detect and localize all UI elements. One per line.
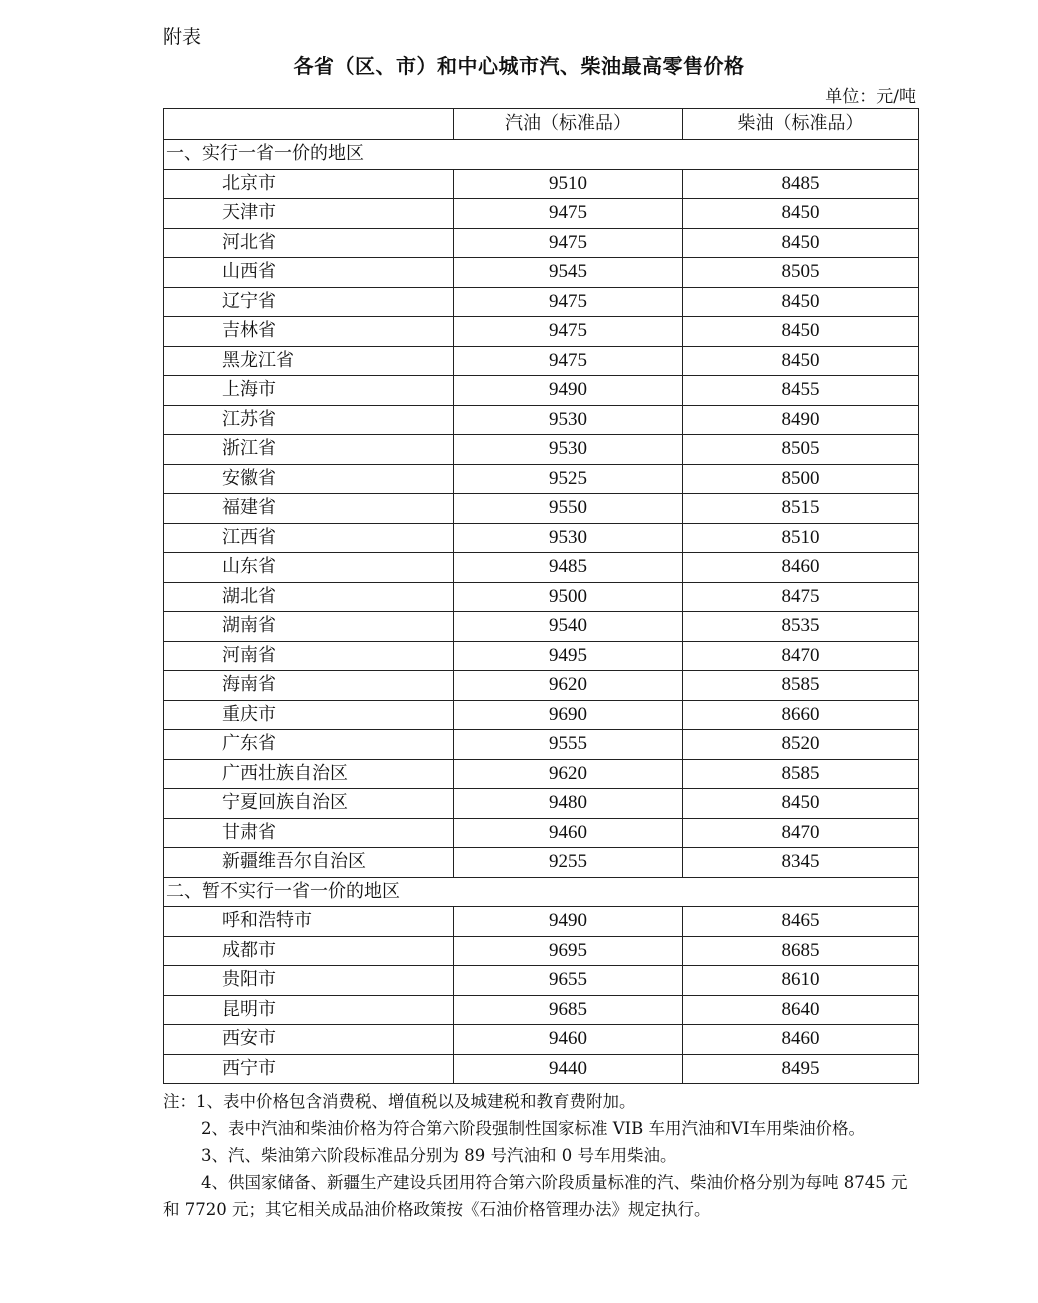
gasoline-price-cell: 9545 [454,258,683,288]
gasoline-price-cell: 9475 [454,317,683,347]
gasoline-price-cell: 9490 [454,907,683,937]
gasoline-price-cell: 9495 [454,641,683,671]
gasoline-price-cell: 9530 [454,435,683,465]
gasoline-price-cell: 9530 [454,405,683,435]
region-name-cell: 昆明市 [164,995,454,1025]
gasoline-price-cell: 9480 [454,789,683,819]
diesel-price-cell: 8495 [683,1054,919,1084]
diesel-price-cell: 8450 [683,789,919,819]
table-row [164,376,919,406]
diesel-price-cell: 8585 [683,671,919,701]
region-name-cell: 江西省 [164,523,454,553]
gasoline-price-cell: 9460 [454,818,683,848]
gasoline-price-cell: 9655 [454,966,683,996]
section2-title: 二、暂不实行一省一价的地区 [164,877,919,907]
table-row [164,730,919,760]
diesel-price-cell: 8470 [683,818,919,848]
gasoline-price-cell: 9690 [454,700,683,730]
gasoline-price-cell: 9525 [454,464,683,494]
region-name-cell: 广西壮族自治区 [164,759,454,789]
region-name-cell: 天津市 [164,199,454,229]
section-row [164,877,919,907]
table-row [164,582,919,612]
gasoline-price-cell: 9485 [454,553,683,583]
region-name-cell: 山东省 [164,553,454,583]
region-name-cell: 西宁市 [164,1054,454,1084]
table-row [164,936,919,966]
gasoline-price-cell: 9255 [454,848,683,878]
diesel-price-cell: 8535 [683,612,919,642]
table-row [164,1025,919,1055]
gasoline-price-cell: 9440 [454,1054,683,1084]
diesel-price-cell: 8345 [683,848,919,878]
region-name-cell: 甘肃省 [164,818,454,848]
table-header-row [164,109,919,140]
header-diesel: 柴油（标准品） [683,109,919,140]
region-name-cell: 安徽省 [164,464,454,494]
diesel-price-cell: 8470 [683,641,919,671]
diesel-price-cell: 8450 [683,199,919,229]
gasoline-price-cell: 9475 [454,287,683,317]
table-row [164,966,919,996]
diesel-price-cell: 8455 [683,376,919,406]
table-row [164,523,919,553]
diesel-price-cell: 8510 [683,523,919,553]
gasoline-price-cell: 9500 [454,582,683,612]
region-name-cell: 黑龙江省 [164,346,454,376]
diesel-price-cell: 8475 [683,582,919,612]
gasoline-price-cell: 9620 [454,759,683,789]
diesel-price-cell: 8490 [683,405,919,435]
table-row [164,789,919,819]
diesel-price-cell: 8500 [683,464,919,494]
page-title: 各省（区、市）和中心城市汽、柴油最高零售价格 [293,54,745,78]
diesel-price-cell: 8685 [683,936,919,966]
region-name-cell: 重庆市 [164,700,454,730]
region-name-cell: 呼和浩特市 [164,907,454,937]
diesel-price-cell: 8610 [683,966,919,996]
region-name-cell: 浙江省 [164,435,454,465]
diesel-price-cell: 8585 [683,759,919,789]
table-row [164,759,919,789]
table-row [164,848,919,878]
gasoline-price-cell: 9550 [454,494,683,524]
appendix-label: 附表 [163,26,202,48]
table-row [164,553,919,583]
region-name-cell: 西安市 [164,1025,454,1055]
gasoline-price-cell: 9475 [454,228,683,258]
gasoline-price-cell: 9685 [454,995,683,1025]
table-row [164,258,919,288]
gasoline-price-cell: 9530 [454,523,683,553]
region-name-cell: 福建省 [164,494,454,524]
diesel-price-cell: 8515 [683,494,919,524]
region-name-cell: 广东省 [164,730,454,760]
region-name-cell: 上海市 [164,376,454,406]
region-name-cell: 成都市 [164,936,454,966]
gasoline-price-cell: 9555 [454,730,683,760]
region-name-cell: 海南省 [164,671,454,701]
table-row [164,199,919,229]
table-row [164,287,919,317]
note-3: 3、汽、柴油第六阶段标准品分别为 89 号汽油和 0 号车用柴油。 [201,1146,677,1165]
region-name-cell: 河北省 [164,228,454,258]
section1-title: 一、实行一省一价的地区 [164,140,919,170]
region-name-cell: 贵阳市 [164,966,454,996]
table-row [164,317,919,347]
gasoline-price-cell: 9620 [454,671,683,701]
region-name-cell: 宁夏回族自治区 [164,789,454,819]
table-row [164,612,919,642]
gasoline-price-cell: 9510 [454,169,683,199]
region-name-cell: 辽宁省 [164,287,454,317]
table-row [164,1054,919,1084]
diesel-price-cell: 8460 [683,1025,919,1055]
region-name-cell: 河南省 [164,641,454,671]
note-2: 2、表中汽油和柴油价格为符合第六阶段强制性国家标准 VIB 车用汽油和VI车用柴油价格。 [201,1119,865,1138]
diesel-price-cell: 8460 [683,553,919,583]
region-name-cell: 江苏省 [164,405,454,435]
table-row [164,641,919,671]
region-name-cell: 新疆维吾尔自治区 [164,848,454,878]
note-1: 注：1、表中价格包含消费税、增值税以及城建税和教育费附加。 [163,1092,636,1111]
region-name-cell: 北京市 [164,169,454,199]
table-row [164,995,919,1025]
table-row [164,907,919,937]
table-row [164,435,919,465]
header-gasoline: 汽油（标准品） [454,109,683,140]
diesel-price-cell: 8450 [683,228,919,258]
table-row [164,169,919,199]
region-name-cell: 湖南省 [164,612,454,642]
table-row [164,700,919,730]
gasoline-price-cell: 9490 [454,376,683,406]
gasoline-price-cell: 9695 [454,936,683,966]
region-name-cell: 吉林省 [164,317,454,347]
table-row [164,818,919,848]
table-row [164,494,919,524]
region-name-cell: 山西省 [164,258,454,288]
note-4: 4、供国家储备、新疆生产建设兵团用符合第六阶段质量标准的汽、柴油价格分别为每吨 8745 元和 7720 元；其它相关成品油价格政策按《石油价格管理办法》规定执行。 [163,1173,908,1219]
gasoline-price-cell: 9475 [454,199,683,229]
diesel-price-cell: 8465 [683,907,919,937]
table-row [164,228,919,258]
unit-label: 单位：元/吨 [825,87,916,107]
gasoline-price-cell: 9475 [454,346,683,376]
gasoline-price-cell: 9460 [454,1025,683,1055]
section-row [164,140,919,170]
diesel-price-cell: 8505 [683,435,919,465]
diesel-price-cell: 8505 [683,258,919,288]
diesel-price-cell: 8450 [683,287,919,317]
table-row [164,405,919,435]
table-row [164,464,919,494]
diesel-price-cell: 8640 [683,995,919,1025]
gasoline-price-cell: 9540 [454,612,683,642]
region-name-cell: 湖北省 [164,582,454,612]
diesel-price-cell: 8450 [683,317,919,347]
diesel-price-cell: 8450 [683,346,919,376]
diesel-price-cell: 8660 [683,700,919,730]
notes [163,1088,918,1223]
diesel-price-cell: 8485 [683,169,919,199]
table-row [164,346,919,376]
table-row [164,671,919,701]
price-table [163,108,919,1084]
diesel-price-cell: 8520 [683,730,919,760]
header-region [164,109,454,140]
